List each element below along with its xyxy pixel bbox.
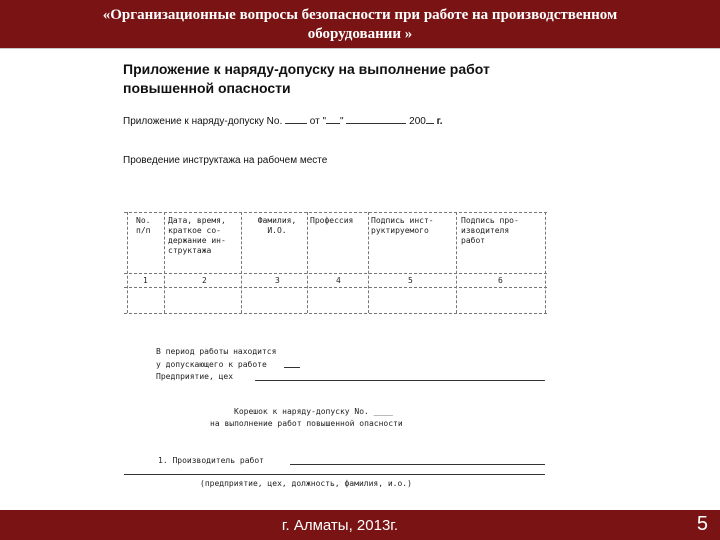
- table-column-line: [456, 212, 457, 313]
- month-blank: [346, 113, 406, 124]
- period-blank-1: [284, 367, 300, 368]
- page-number: 5: [696, 513, 708, 535]
- number-blank: [285, 113, 307, 124]
- column-number: 6: [498, 276, 503, 285]
- item-1-rule: [124, 474, 545, 475]
- day-blank: [326, 113, 340, 124]
- header-cell-profession: Профессия: [310, 216, 354, 225]
- heading-line-2: повышенной опасности: [123, 80, 291, 96]
- title-line-2: оборудовании »: [307, 26, 413, 42]
- stub-line-1: Корешок к наряду-допуску No. ____: [234, 407, 393, 416]
- appendix-line: [123, 113, 443, 127]
- stub-line-2: на выполнение работ повышенной опасности: [210, 419, 403, 428]
- appendix-prefix: Приложение к наряду-допуску No.: [123, 116, 283, 127]
- header-cell-instructed-signature: Подпись инст- руктируемого: [371, 216, 434, 235]
- year-blank: [426, 113, 434, 124]
- appendix-suffix: г.: [436, 116, 443, 127]
- period-line-1: В период работы находится: [156, 347, 277, 356]
- item-1-blank: [290, 464, 545, 465]
- table-column-line: [307, 212, 308, 313]
- column-number: 1: [143, 276, 148, 285]
- table-number-separator: [124, 287, 547, 288]
- header-cell-name: Фамилия, И.О.: [257, 216, 297, 235]
- header-cell-date: Дата, время, краткое со- держание ин- структажа: [168, 216, 226, 255]
- table-column-line: [127, 212, 128, 313]
- header-cell-foreman-signature: Подпись про- изводителя работ: [461, 216, 519, 245]
- briefing-title: Проведение инструктажа на рабочем месте: [123, 155, 328, 166]
- table-column-line: [368, 212, 369, 313]
- period-blank-2: [255, 380, 545, 381]
- table-column-line: [164, 212, 165, 313]
- table-bottom-border: [124, 313, 547, 314]
- item-1: 1. Производитель работ: [158, 456, 264, 465]
- footer-banner: [0, 510, 720, 540]
- column-number: 5: [408, 276, 413, 285]
- appendix-from: от ": [309, 116, 327, 127]
- footer-city: г. Алматы, 2013г.: [281, 517, 399, 534]
- table-column-line: [241, 212, 242, 313]
- heading-line-1: Приложение к наряду-допуску на выполнение работ: [123, 61, 490, 77]
- table-top-border: [124, 212, 547, 213]
- period-line-2: у допускающего к работе: [156, 360, 267, 369]
- appendix-year: 200: [409, 116, 426, 127]
- period-line-3: Предприятие, цех: [156, 372, 234, 381]
- column-number: 3: [275, 276, 280, 285]
- item-1-caption: (предприятие, цех, должность, фамилия, и.о.): [200, 479, 412, 488]
- appendix-quote: ": [340, 116, 344, 127]
- briefing-table: [124, 205, 547, 315]
- column-number: 4: [336, 276, 341, 285]
- title-line-1: «Организационные вопросы безопасности при работе на производственном: [102, 7, 618, 23]
- document-heading: [123, 60, 583, 98]
- table-column-line: [545, 212, 546, 313]
- table-header-separator: [124, 273, 547, 274]
- header-cell-number: No. п/п: [136, 216, 151, 235]
- column-number: 2: [202, 276, 207, 285]
